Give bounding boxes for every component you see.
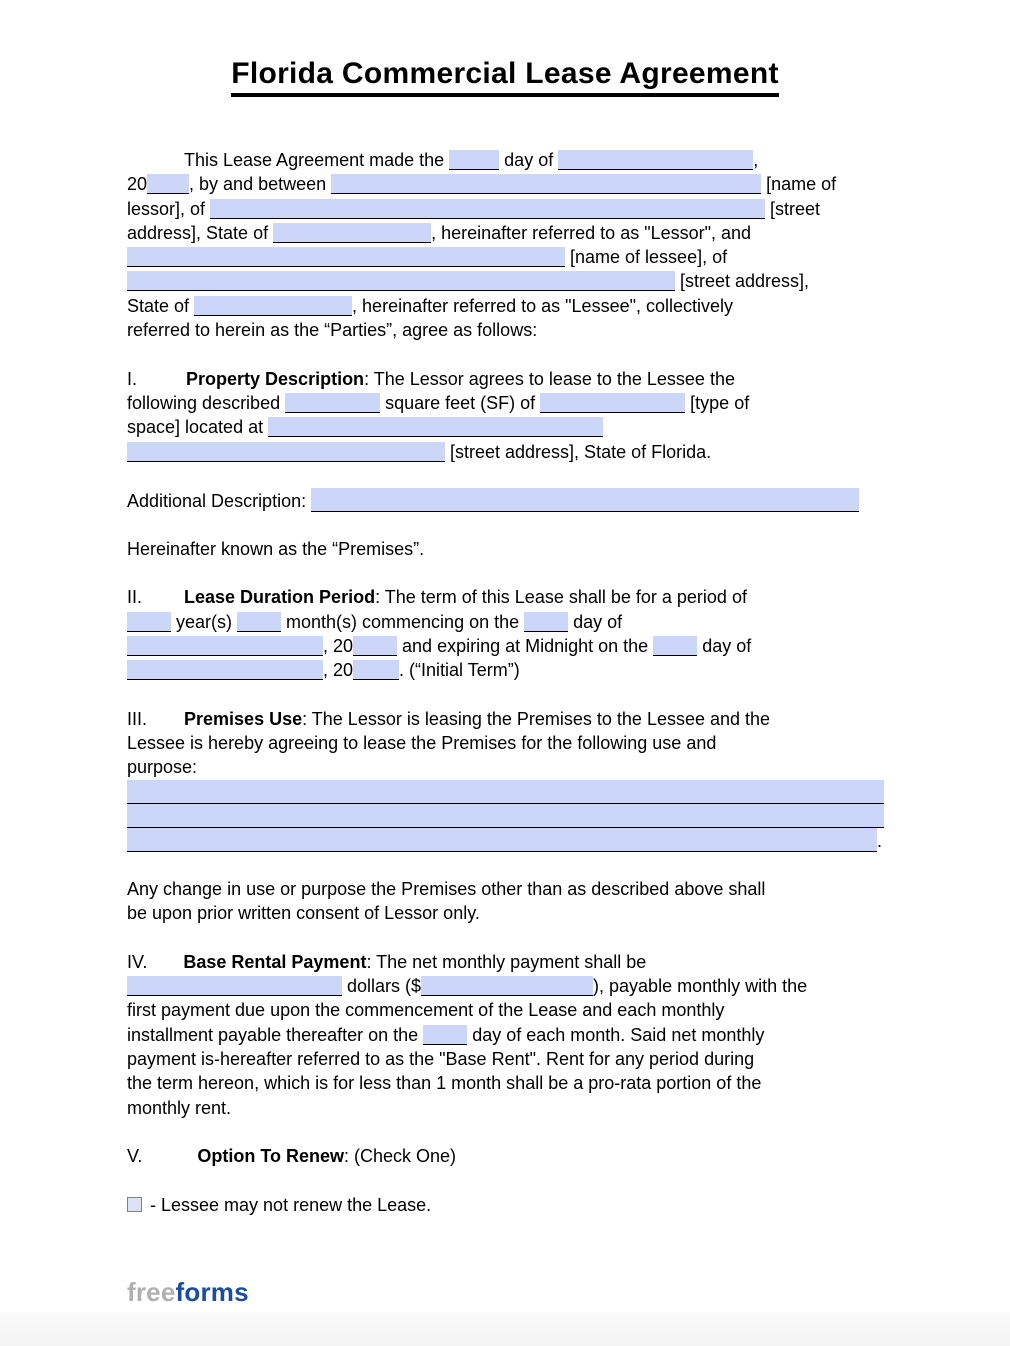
form-blank-field[interactable] <box>127 780 884 804</box>
text-run: II. <box>127 587 143 608</box>
premises-note <box>127 537 887 561</box>
form-blank-field[interactable] <box>127 660 323 680</box>
text-run: , by and between <box>189 174 332 195</box>
text-run: purpose: <box>127 757 198 778</box>
text-run: ), payable monthly with the <box>593 976 808 997</box>
text-run: : The net monthly payment shall be <box>366 951 647 972</box>
text-line <box>127 1144 887 1168</box>
form-blank-field[interactable] <box>421 976 593 996</box>
form-blank-field[interactable] <box>237 612 281 632</box>
form-blank-field[interactable] <box>127 247 565 267</box>
text-run: day of <box>568 611 623 632</box>
text-run: [name of lessee], of <box>565 247 728 268</box>
text-line <box>127 367 887 391</box>
text-run: be upon prior written consent of Lessor only. <box>127 903 480 924</box>
text-line <box>127 974 887 998</box>
text-run: III. <box>127 708 148 729</box>
text-line <box>127 197 887 221</box>
text-run: : The Lessor agrees to lease to the Lessee the <box>364 368 735 389</box>
renew-option-no-renewal <box>127 1193 887 1217</box>
renew-option-checkbox[interactable] <box>127 1197 142 1212</box>
form-blank-field[interactable] <box>558 150 753 170</box>
section-i-property-description <box>127 367 887 464</box>
text-run: 20 <box>127 174 148 195</box>
title-container <box>0 57 1010 97</box>
text-run: , 20 <box>323 635 354 656</box>
text-line <box>127 658 887 682</box>
text-run: month(s) commencing on the <box>281 611 525 632</box>
text-line <box>127 1023 887 1047</box>
text-line <box>127 440 887 464</box>
text-run: square feet (SF) of <box>380 392 541 413</box>
text-run: , <box>753 150 759 170</box>
form-blank-field[interactable] <box>127 804 884 828</box>
page-bottom-strip <box>0 1312 1010 1346</box>
form-blank-field[interactable] <box>127 636 323 656</box>
text-run: day of <box>499 150 559 170</box>
text-run: State of <box>127 295 195 316</box>
text-line <box>127 148 887 172</box>
document-title: Florida Commercial Lease Agreement <box>231 57 779 97</box>
text-run: day of <box>697 635 752 656</box>
document-body <box>127 148 887 1241</box>
text-run: first payment due upon the commencement of the Lease and each monthly <box>127 1000 725 1021</box>
text-line <box>127 1047 887 1071</box>
section-heading: Option To Renew <box>197 1146 345 1167</box>
text-run: and expiring at Midnight on the <box>397 635 654 656</box>
text-run: space] located at <box>127 417 269 438</box>
section-heading: Premises Use <box>184 708 303 729</box>
text-run: : The Lessor is leasing the Premises to the Lessee and the <box>302 708 771 729</box>
text-line <box>127 318 887 342</box>
form-blank-field[interactable] <box>210 199 765 219</box>
text-run: . (“Initial Term”) <box>399 660 520 681</box>
text-run: , hereinafter referred to as "Lessor", and <box>431 222 752 243</box>
form-blank-field[interactable] <box>285 393 380 413</box>
text-run: IV. <box>127 951 148 972</box>
section-heading: Property Description <box>186 368 365 389</box>
section-ii-lease-duration-period <box>127 585 887 682</box>
text-run: , hereinafter referred to as "Lessee", collectively <box>352 295 734 316</box>
form-blank-field[interactable] <box>331 174 761 194</box>
additional-description <box>127 488 887 512</box>
text-run: [type of <box>685 392 750 413</box>
text-line <box>127 901 887 925</box>
text-run: This Lease Agreement made the <box>184 150 450 170</box>
section-v-option-to-renew <box>127 1144 887 1168</box>
text-run: year(s) <box>171 611 238 632</box>
text-run: lessor], of <box>127 198 211 219</box>
text-line <box>127 998 887 1022</box>
text-run: day of each month. Said net monthly <box>467 1024 765 1045</box>
use-change-note <box>127 877 887 926</box>
text-run: , 20 <box>323 660 354 681</box>
text-line <box>127 731 887 755</box>
form-blank-field[interactable] <box>268 417 603 437</box>
text-line <box>127 294 887 318</box>
text-line <box>127 707 887 731</box>
text-line <box>127 804 887 828</box>
text-line <box>127 537 887 561</box>
text-run: address], State of <box>127 222 274 243</box>
form-blank-field[interactable] <box>147 174 189 194</box>
text-line <box>127 634 887 658</box>
form-blank-field[interactable] <box>194 296 352 316</box>
form-blank-field[interactable] <box>127 976 342 996</box>
text-line <box>127 172 887 196</box>
text-run: payment is-hereafter referred to as the "Base Rent". Rent for any period during <box>127 1048 755 1069</box>
section-iv-base-rental-payment <box>127 950 887 1120</box>
form-blank-field[interactable] <box>540 393 685 413</box>
text-line <box>127 1193 887 1217</box>
text-run: Hereinafter known as the “Premises”. <box>127 538 425 559</box>
text-line <box>127 755 887 779</box>
text-run: dollars ($ <box>342 976 422 997</box>
section-heading: Lease Duration Period <box>184 587 376 608</box>
text-line <box>127 221 887 245</box>
text-run: [street <box>765 198 821 219</box>
text-line <box>127 780 887 804</box>
text-line <box>127 269 887 293</box>
text-run: Any change in use or purpose the Premises other than as described above shall <box>127 878 766 899</box>
form-blank-field[interactable] <box>127 442 445 462</box>
text-line <box>127 585 887 609</box>
form-blank-field[interactable] <box>127 828 877 852</box>
form-blank-field[interactable] <box>311 488 859 512</box>
text-run: V. <box>127 1146 143 1167</box>
form-blank-field[interactable] <box>524 612 568 632</box>
form-blank-field[interactable] <box>127 612 171 632</box>
text-run: : (Check One) <box>344 1146 457 1167</box>
text-line <box>127 391 887 415</box>
text-run: [name of <box>761 174 837 195</box>
text-line <box>127 1096 887 1120</box>
text-line <box>127 877 887 901</box>
text-run: referred to herein as the “Parties”, agree as follows: <box>127 320 538 341</box>
section-iii-premises-use <box>127 707 887 853</box>
form-blank-field[interactable] <box>353 660 399 680</box>
form-blank-field[interactable] <box>423 1025 467 1045</box>
text-line <box>127 828 887 852</box>
text-line <box>127 1071 887 1095</box>
form-blank-field[interactable] <box>653 636 697 656</box>
text-line <box>127 488 887 512</box>
intro-paragraph <box>127 148 887 342</box>
text-line <box>127 415 887 439</box>
text-run: following described <box>127 392 286 413</box>
text-run: [street address], <box>675 271 810 292</box>
text-run: : The term of this Lease shall be for a period of <box>375 587 747 608</box>
form-blank-field[interactable] <box>449 150 499 170</box>
form-blank-field[interactable] <box>273 223 431 243</box>
text-run: the term hereon, which is for less than 1 month shall be a pro-rata portion of the <box>127 1073 762 1094</box>
form-blank-field[interactable] <box>127 271 675 291</box>
section-heading: Base Rental Payment <box>183 951 367 972</box>
freeforms-logo <box>127 1277 249 1308</box>
text-run: Lessee is hereby agreeing to lease the Premises for the following use and <box>127 733 717 754</box>
text-run: installment payable thereafter on the <box>127 1024 424 1045</box>
text-line <box>127 950 887 974</box>
text-run: I. <box>127 368 138 389</box>
form-blank-field[interactable] <box>353 636 397 656</box>
text-line <box>127 245 887 269</box>
text-run: [street address], State of Florida. <box>445 441 712 462</box>
text-run: - Lessee may not renew the Lease. <box>145 1194 432 1215</box>
logo-text-free: free <box>127 1277 176 1307</box>
text-run: . <box>877 831 883 852</box>
text-line <box>127 610 887 634</box>
text-run: Additional Description: <box>127 491 312 512</box>
text-run: monthly rent. <box>127 1097 232 1118</box>
logo-text-forms: forms <box>175 1277 249 1307</box>
